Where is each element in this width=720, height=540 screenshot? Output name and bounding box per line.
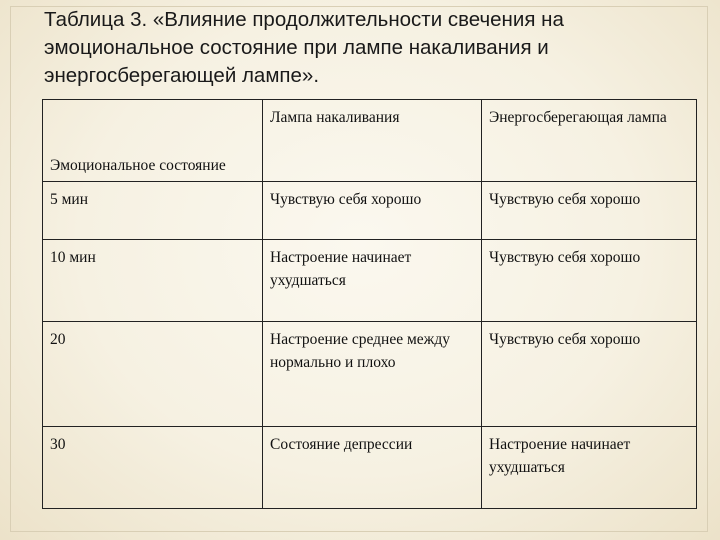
energy-saving-cell: Чувствую себя хорошо — [482, 322, 697, 427]
time-cell: 10 мин — [43, 240, 263, 322]
incandescent-cell: Настроение начинает ухудшаться — [263, 240, 482, 322]
energy-saving-cell: Чувствую себя хорошо — [482, 182, 697, 240]
header-cell-incandescent-lamp: Лампа накаливания — [263, 100, 482, 182]
incandescent-cell: Чувствую себя хорошо — [263, 182, 482, 240]
table-row — [43, 322, 697, 427]
time-cell: 5 мин — [43, 182, 263, 240]
table-row — [43, 240, 697, 322]
header-cell-energy-saving-lamp: Энергосберегающая лампа — [482, 100, 697, 182]
table-row — [43, 182, 697, 240]
time-cell: 30 — [43, 427, 263, 509]
slide-title: Таблица 3. «Влияние продолжительности свечения на эмоциональное состояние при лампе накаливания и энергосберегающей лампе». — [44, 8, 564, 87]
table-header-row — [43, 100, 697, 182]
incandescent-cell: Настроение среднее между нормально и плохо — [263, 322, 482, 427]
incandescent-cell: Состояние депрессии — [263, 427, 482, 509]
data-table — [42, 99, 697, 509]
header-cell-emotional-state: Эмоциональное состояние — [43, 100, 263, 182]
table-row — [43, 427, 697, 509]
energy-saving-cell: Чувствую себя хорошо — [482, 240, 697, 322]
time-cell: 20 — [43, 322, 263, 427]
energy-saving-cell: Настроение начинает ухудшаться — [482, 427, 697, 509]
